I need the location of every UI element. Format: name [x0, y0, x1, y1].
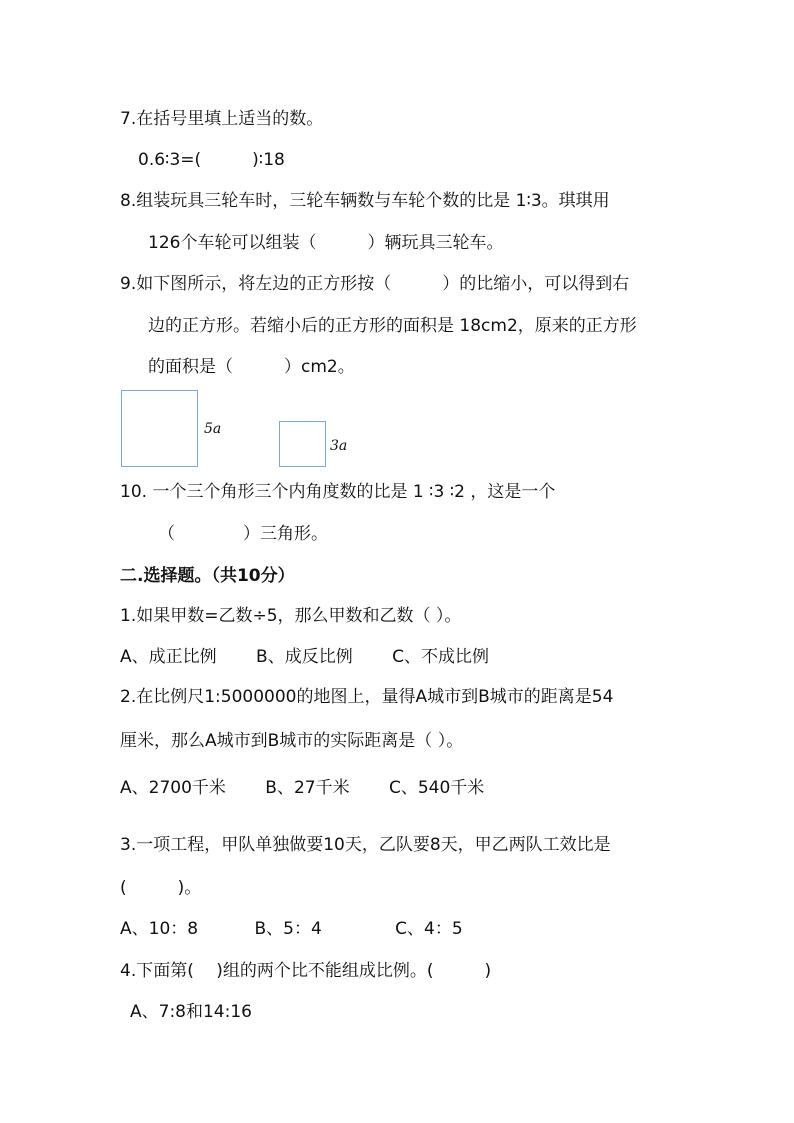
q9-line-3: 的面积是（ ）cm2。 [148, 357, 355, 377]
small-square [279, 421, 326, 467]
c1-line: 1.如果甲数=乙数÷5，那么甲数和乙数（ ）。 [120, 606, 462, 626]
q9-line: 9.如下图所示，将左边的正方形按（ ）的比缩小，可以得到右 [120, 274, 630, 294]
c2-options: A、2700千米 B、27千米 C、540千米 [120, 778, 485, 798]
q7-line: 7.在括号里填上适当的数。 [120, 109, 324, 129]
q10-line-2: （ ）三角形。 [158, 524, 328, 544]
q9-line-2: 边的正方形。若缩小后的正方形的面积是 18cm2，原来的正方形 [148, 316, 637, 336]
small-square-label: 3a [330, 438, 348, 454]
large-square [121, 390, 198, 467]
q10-line: 10. 一个三个角形三个内角度数的比是 1 ∶3 ∶2 ，这是一个 [120, 482, 556, 502]
c1-options: A、成正比例 B、成反比例 C、不成比例 [120, 647, 489, 667]
q8-line: 8.组装玩具三轮车时，三轮车辆数与车轮个数的比是 1∶3。琪琪用 [120, 191, 610, 211]
c2-line: 2.在比例尺1:5000000的地图上，量得A城市到B城市的距离是54 [120, 687, 614, 707]
c3-options: A、10：8 B、5：4 C、4：5 [120, 919, 463, 939]
c3-line-2: ( )。 [120, 878, 202, 898]
section-2-heading: 二.选择题。（共10分） [120, 566, 295, 586]
c3-line: 3.一项工程，甲队单独做要10天，乙队要8天，甲乙两队工效比是 [120, 835, 611, 855]
q7-blank-line: 0.6∶3=( )∶18 [138, 150, 285, 170]
c4-option-a: A、7:8和14:16 [130, 1002, 252, 1022]
large-square-label: 5a [204, 421, 222, 437]
q8-line-2: 126个车轮可以组装（ ）辆玩具三轮车。 [148, 233, 504, 253]
c4-line: 4.下面第( )组的两个比不能组成比例。( ) [120, 961, 492, 981]
c2-line-2: 厘米，那么A城市到B城市的实际距离是（ ）。 [120, 731, 464, 751]
